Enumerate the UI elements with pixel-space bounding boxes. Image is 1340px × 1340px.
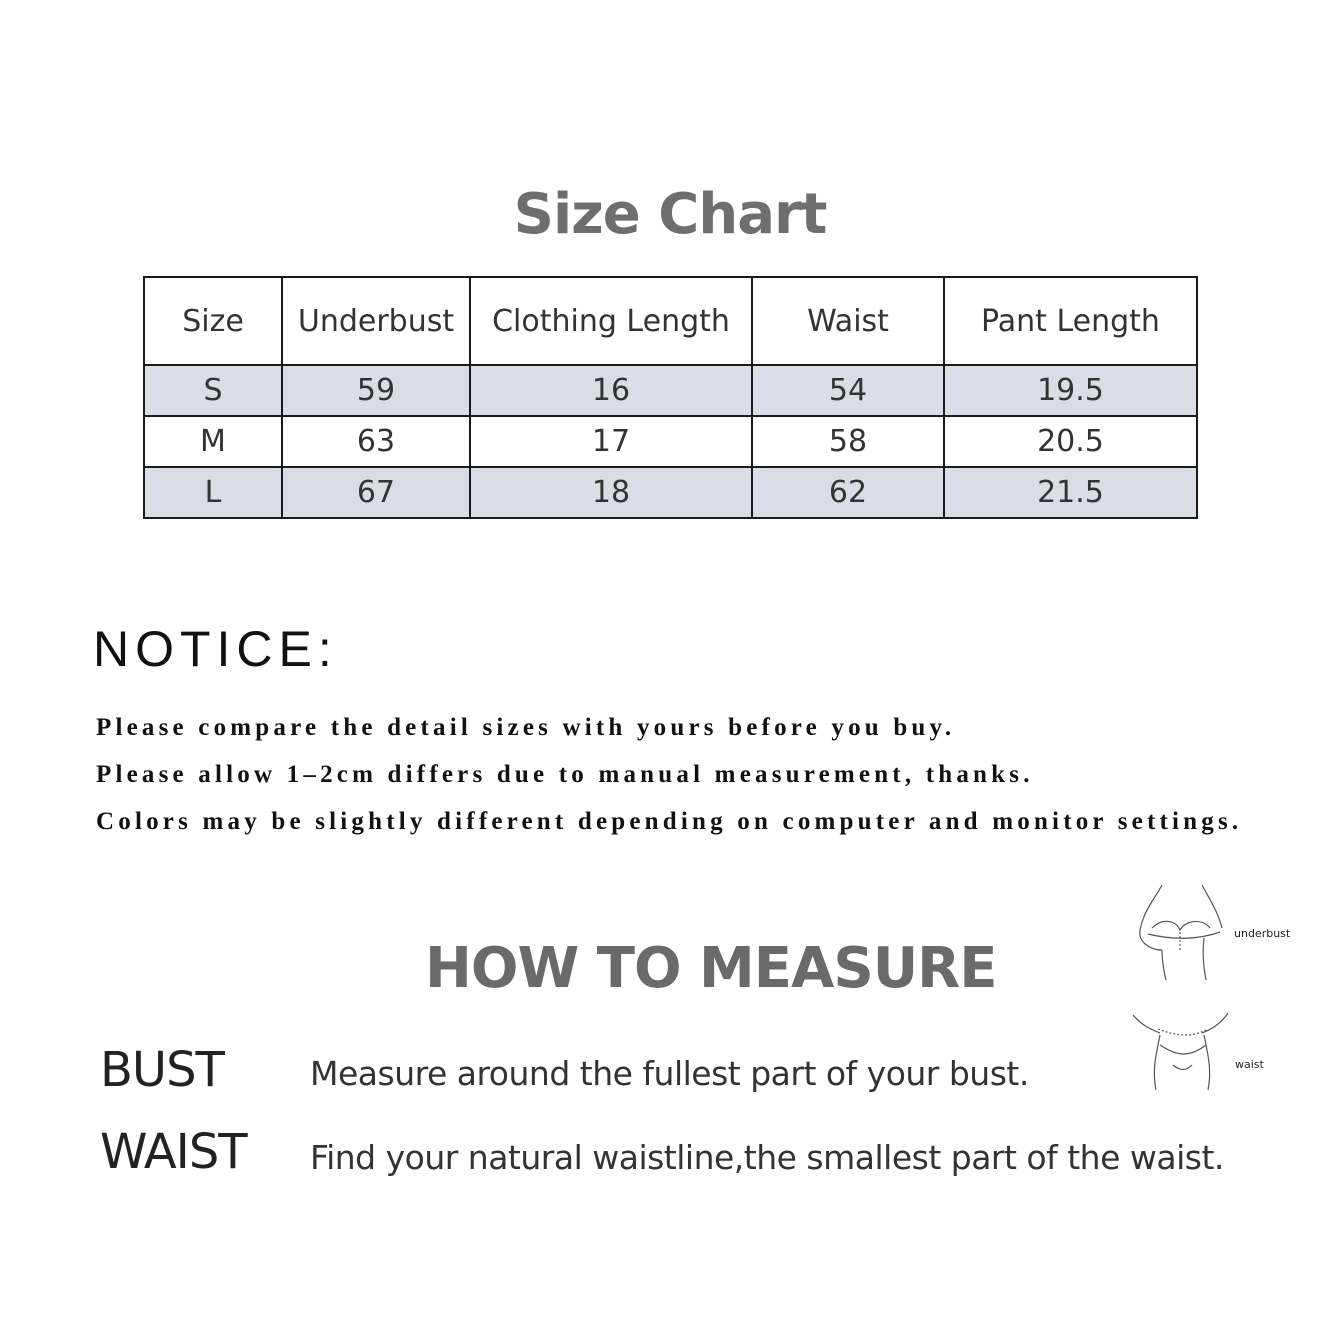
table-cell: 54 (752, 365, 944, 416)
table-cell: 21.5 (944, 467, 1197, 518)
header-underbust: Underbust (282, 277, 470, 365)
underbust-figure-illustration (1132, 880, 1232, 980)
table-cell: M (144, 416, 282, 467)
waist-figure-illustration (1128, 1005, 1233, 1095)
table-cell: 19.5 (944, 365, 1197, 416)
table-cell: 58 (752, 416, 944, 467)
notice-heading: NOTICE: (93, 621, 338, 677)
header-size: Size (144, 277, 282, 365)
size-table (143, 276, 1198, 519)
table-row (144, 467, 1197, 518)
table-cell: 62 (752, 467, 944, 518)
table-cell: 16 (470, 365, 752, 416)
bust-label: BUST (100, 1042, 224, 1098)
waist-description: Find your natural waistline,the smallest part of the waist. (310, 1138, 1224, 1177)
notice-line: Please allow 1–2cm differs due to manual measurement, thanks. (96, 761, 1034, 788)
header-clothing-length: Clothing Length (470, 277, 752, 365)
size-chart-title: Size Chart (513, 182, 827, 247)
table-cell: 20.5 (944, 416, 1197, 467)
table-row (144, 365, 1197, 416)
header-pant-length: Pant Length (944, 277, 1197, 365)
table-cell: 17 (470, 416, 752, 467)
how-to-measure-title: HOW TO MEASURE (425, 936, 997, 1001)
notice-line: Colors may be slightly different depending on computer and monitor settings. (96, 808, 1243, 835)
table-cell: 63 (282, 416, 470, 467)
table-cell: S (144, 365, 282, 416)
table-header-row (144, 277, 1197, 365)
table-cell: 59 (282, 365, 470, 416)
waist-figure-label: waist (1235, 1058, 1264, 1071)
bust-description: Measure around the fullest part of your bust. (310, 1054, 1029, 1093)
table-cell: 18 (470, 467, 752, 518)
waist-label: WAIST (100, 1124, 247, 1180)
notice-line: Please compare the detail sizes with yours before you buy. (96, 714, 956, 741)
underbust-figure-label: underbust (1234, 927, 1291, 940)
header-waist: Waist (752, 277, 944, 365)
table-row (144, 416, 1197, 467)
table-cell: 67 (282, 467, 470, 518)
table-cell: L (144, 467, 282, 518)
